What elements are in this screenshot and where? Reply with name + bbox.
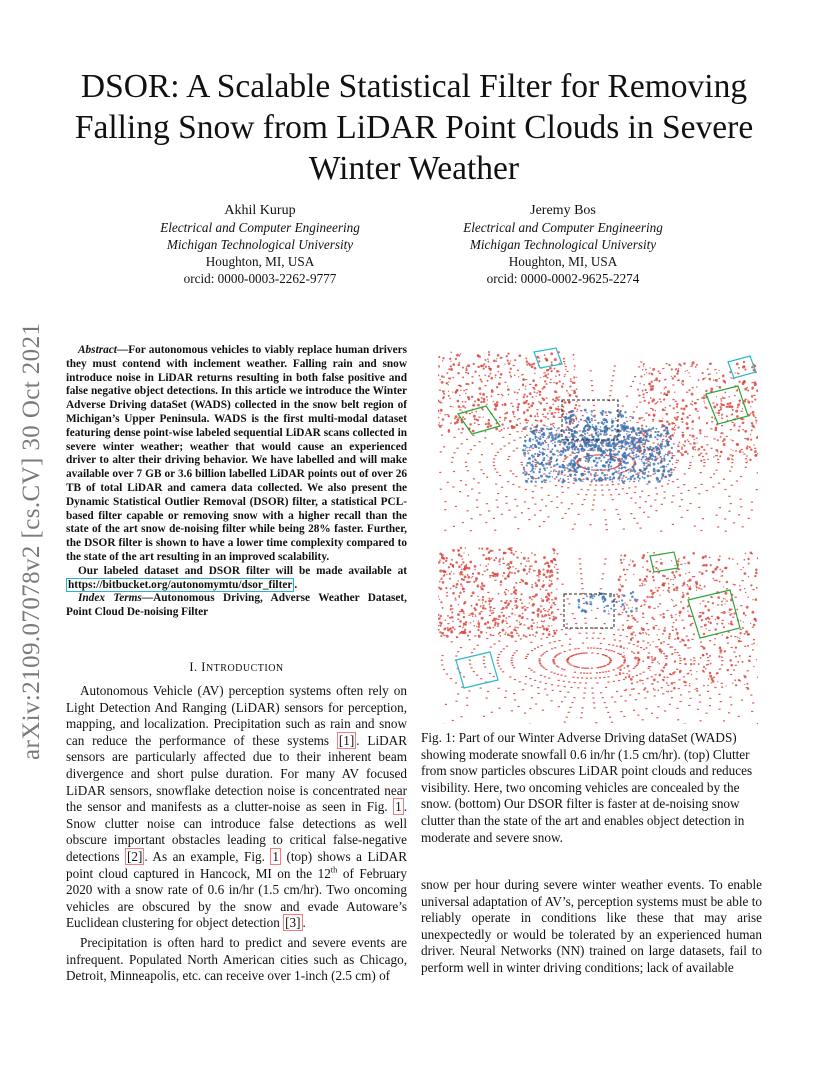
author-univ: Michigan Technological University bbox=[166, 237, 354, 252]
section-number: I. bbox=[189, 660, 198, 674]
figure-1-lidar-images bbox=[438, 342, 758, 724]
right-column-continuation bbox=[421, 877, 762, 977]
intro-paragraph-1: Autonomous Vehicle (AV) perception systems often rely on Light Detection And Ranging (LiDAR) sensors for perception, mapping, and localization. Precipitation such as rain and snow can reduce the performance of these systems [1] . LiDAR sensors are particularly affected due to their inherent beam divergence and short pulse duration. For many AV focused LiDAR sensors, snowflake detection noise is concentrated near the sensor and manifests as a clutter-noise as seen in Fig. 1 . Snow clutter noise can introduce false detections as well obscure important obstacles leading to critical false-negative detections [2] . As an example, Fig. 1 (top) shows a LiDAR point cloud captured in Hancock, MI on the 12th of February 2020 with a snow rate of 0.6 in/hr (1.5 cm/hr). Two oncoming vehicles are obscured by the snow and evade Autoware’s Euclidean clustering for object detection [3] . bbox=[66, 683, 408, 931]
intro-paragraph-2: Precipitation is often hard to predict and severe events are infrequent. Populated North American cities such as Chicago, Detroit, Minneapolis, etc. can receive over 1-inch (2.5 cm) of bbox=[66, 934, 407, 984]
abstract-text: —For autonomous vehicles to viably replace human drivers they must contend with inclement weather. Falling rain and snow introduce noise in LiDAR returns resulting in both false positive and false negative object detections. In this article we introduce the Winter Adverse Driving dataSet (WADS) collected in the snow belt region of Michigan’s Upper Peninsula. WADS is the first multi-modal dataset featuring dense point-wise labeled sequential LiDAR scans collected in severe winter weather; weather that would cause an experienced driver to alter their driving behavior. We have labelled and will make available over 7 GB or 3.6 billion labelled LiDAR points out of over 26 TB of total LiDAR and camera data collected. We also present the Dynamic Statistical Outlier Removal (DSOR) filter, a statistical PCL-based filter capable or removing snow with a higher recall than the state of the art snow de-noising filter while being 28% faster. Further, the DSOR filter is shown to have a lower time complexity compared to the state of the art resulting in an improved scalability. bbox=[66, 344, 407, 563]
abstract bbox=[66, 344, 407, 620]
abstract-label: Abstract bbox=[78, 344, 117, 356]
figure-caption: Fig. 1: Part of our Winter Adverse Driving dataSet (WADS) showing moderate snowfall 0.6 in/hr (1.5 cm/hr). (top) Clutter from snow particles obscures LiDAR point clouds and reduces visibility. Here, two oncoming vehicles are concealed by the snow. (bottom) Our DSOR filter is faster at de-noising snow clutter than the state of the art and enables object detection in moderate and severe snow. bbox=[421, 730, 753, 845]
lidar-point-cloud-figure bbox=[438, 342, 758, 724]
repository-link[interactable]: https://bitbucket.org/autonomymtu/dsor_filter bbox=[68, 578, 293, 591]
availability-statement bbox=[66, 565, 407, 593]
citation-link[interactable]: [1] bbox=[338, 732, 355, 748]
citation-link[interactable]: [2] bbox=[126, 848, 143, 864]
author-block-2 bbox=[413, 202, 713, 287]
author-name: Akhil Kurup bbox=[224, 203, 296, 218]
index-terms-text: —Autonomous Driving, Adverse Weather Dataset, Point Cloud De-noising Filter bbox=[66, 592, 407, 619]
index-terms bbox=[66, 592, 407, 620]
author-univ: Michigan Technological University bbox=[469, 237, 657, 252]
author-dept: Electrical and Computer Engineering bbox=[160, 220, 360, 235]
arxiv-identifier bbox=[14, 290, 44, 760]
superscript: th bbox=[330, 864, 338, 875]
bounding-box bbox=[456, 652, 498, 688]
author-orcid: orcid: 0000-0002-9625-2274 bbox=[486, 271, 640, 286]
continuation-paragraph: snow per hour during severe winter weather events. To enable universal adaptation of AV’s, perception systems must be able to reliably operate in conditions like these that may arise unexpectedly or would be tolerated by an experienced human driver. Neural Networks (NN) trained on large datasets, fail to perform well in winter driving conditions; lack of available bbox=[421, 877, 762, 975]
abstract-paragraph bbox=[66, 344, 407, 565]
section-heading bbox=[66, 660, 407, 675]
availability-end: . bbox=[294, 578, 298, 591]
bounding-box bbox=[650, 552, 678, 572]
author-name: Jeremy Bos bbox=[530, 203, 596, 218]
author-location: Houghton, MI, USA bbox=[508, 254, 618, 269]
paper-title: DSOR: A Scalable Statistical Filter for Removing Falling Snow from LiDAR Point Clouds in Severe Winter Weather bbox=[74, 68, 754, 187]
author-block-1 bbox=[110, 202, 410, 287]
citation-link[interactable]: [3] bbox=[285, 915, 301, 931]
figure-top-panel bbox=[438, 348, 758, 532]
section-initial: I bbox=[201, 660, 206, 674]
figure-bottom-panel bbox=[438, 547, 758, 724]
author-orcid: orcid: 0000-0003-2262-9777 bbox=[183, 271, 337, 286]
section-title-rest: NTRODUCTION bbox=[205, 663, 284, 674]
figure-link[interactable]: 1 bbox=[272, 848, 279, 864]
author-location: Houghton, MI, USA bbox=[205, 254, 315, 269]
arxiv-id-text: arXiv:2109.07078v2 [cs.CV] 30 Oct 2021 bbox=[18, 322, 45, 760]
author-dept: Electrical and Computer Engineering bbox=[463, 220, 663, 235]
index-terms-label: Index Terms bbox=[78, 592, 142, 605]
availability-text: Our labeled dataset and DSOR filter will be made available at bbox=[78, 564, 407, 577]
introduction-body bbox=[66, 683, 407, 985]
figure-link[interactable]: 1 bbox=[395, 799, 402, 815]
